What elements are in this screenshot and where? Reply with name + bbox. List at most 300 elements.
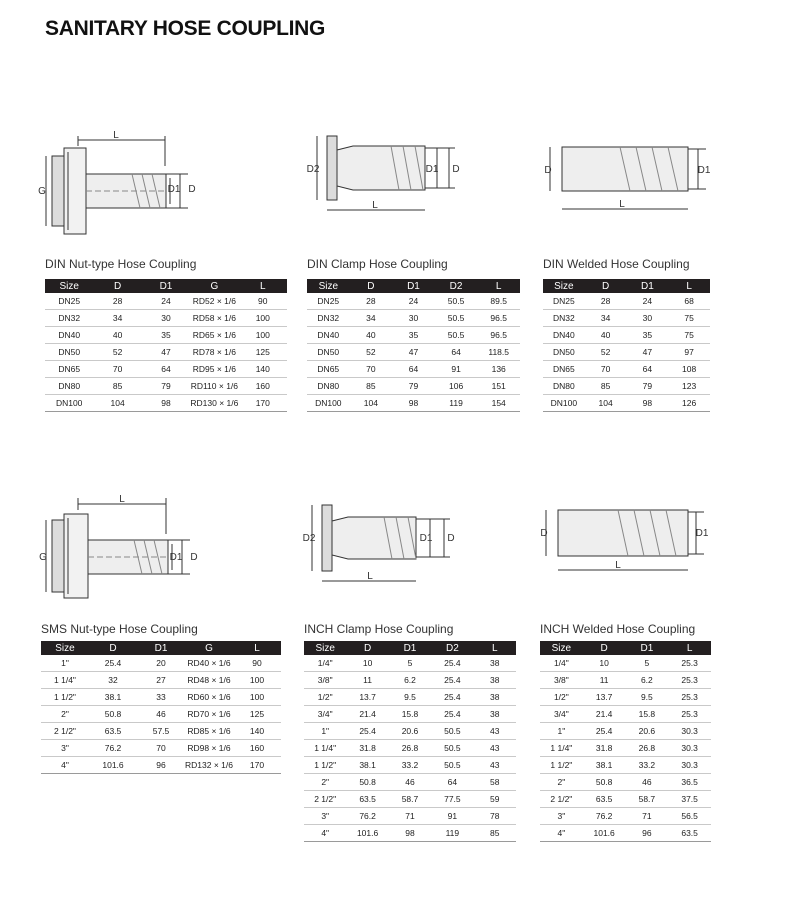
table-cell: 43	[474, 740, 516, 757]
table-row	[540, 706, 711, 723]
table-cell: 100	[239, 327, 287, 344]
table-cell: 4"	[304, 825, 346, 842]
table-cell: 76.2	[346, 808, 388, 825]
table-cell: RD85 × 1/6	[185, 723, 233, 740]
table-cell: 38.1	[346, 757, 388, 774]
table-cell: 52	[93, 344, 141, 361]
table-cell: 70	[93, 361, 141, 378]
dim-d-label: D	[540, 528, 548, 539]
table-cell: 63.5	[668, 825, 711, 842]
table-cell: 28	[585, 293, 627, 310]
table-row	[45, 361, 287, 378]
table-cell: 98	[392, 395, 435, 412]
table-cell: 47	[392, 344, 435, 361]
table-cell: 31.8	[346, 740, 388, 757]
table-cell: 63.5	[346, 791, 388, 808]
table-cell: 10	[346, 655, 388, 672]
table-row	[540, 655, 711, 672]
column-header: Size	[543, 279, 585, 293]
table-cell: 25.4	[431, 672, 473, 689]
table-cell: 30	[142, 310, 190, 327]
table-cell: 101.6	[583, 825, 626, 842]
table-cell: 50.8	[89, 706, 137, 723]
table-cell: RD70 × 1/6	[185, 706, 233, 723]
table-cell: 35	[627, 327, 669, 344]
dim-d1-label: D1	[695, 528, 709, 539]
table-cell: 21.4	[346, 706, 388, 723]
table-cell: 97	[668, 344, 710, 361]
column-header: L	[239, 279, 287, 293]
table-cell: 160	[239, 378, 287, 395]
table-row	[41, 689, 281, 706]
table-cell: DN50	[543, 344, 585, 361]
table-row	[307, 344, 520, 361]
table-row	[543, 361, 710, 378]
table-cell: 50.5	[431, 740, 473, 757]
column-header: L	[233, 641, 281, 655]
table-cell: 63.5	[583, 791, 626, 808]
table-cell: 100	[239, 310, 287, 327]
table-cell: 1 1/4"	[41, 672, 89, 689]
table-cell: 70	[350, 361, 393, 378]
table-cell: 9.5	[626, 689, 669, 706]
column-header: D	[585, 279, 627, 293]
table-cell: 25.4	[431, 706, 473, 723]
table-row	[304, 723, 516, 740]
table-header-row	[307, 279, 520, 293]
page-title: SANITARY HOSE COUPLING	[45, 17, 326, 40]
table-row	[307, 310, 520, 327]
din-welded-diagram	[542, 135, 712, 217]
table-cell: RD60 × 1/6	[185, 689, 233, 706]
dim-g-label: G	[38, 186, 46, 197]
table-cell: 43	[474, 757, 516, 774]
table-cell: 25.3	[668, 706, 711, 723]
inch-welded-caption: INCH Welded Hose Coupling	[540, 622, 696, 636]
table-cell: 52	[585, 344, 627, 361]
table-cell: 1"	[304, 723, 346, 740]
table-cell: 15.8	[626, 706, 669, 723]
table-cell: 100	[233, 672, 281, 689]
table-cell: 59	[474, 791, 516, 808]
table-cell: 2"	[540, 774, 583, 791]
table-cell: 85	[93, 378, 141, 395]
column-header: Size	[307, 279, 350, 293]
table-cell: 33	[137, 689, 185, 706]
table-row	[304, 689, 516, 706]
table-cell: 46	[389, 774, 431, 791]
inch-welded-diagram	[538, 500, 708, 580]
table-row	[543, 293, 710, 310]
table-cell: 77.5	[431, 791, 473, 808]
dim-d-label: D	[452, 164, 460, 175]
table-header-row	[45, 279, 287, 293]
dim-l-label: L	[113, 130, 119, 141]
inch-welded-table	[540, 641, 711, 842]
table-row	[543, 310, 710, 327]
table-cell: 25.4	[89, 655, 137, 672]
table-cell: 20	[137, 655, 185, 672]
table-row	[45, 310, 287, 327]
table-cell: 20.6	[389, 723, 431, 740]
table-cell: 1 1/2"	[540, 757, 583, 774]
table-cell: DN80	[543, 378, 585, 395]
dim-d-label: D	[190, 552, 198, 563]
table-cell: 63.5	[89, 723, 137, 740]
table-cell: 68	[668, 293, 710, 310]
table-cell: 46	[626, 774, 669, 791]
table-cell: 125	[239, 344, 287, 361]
dim-d1-label: D1	[167, 184, 181, 195]
column-header: Size	[41, 641, 89, 655]
table-cell: DN25	[543, 293, 585, 310]
din-clamp-caption: DIN Clamp Hose Coupling	[307, 257, 448, 271]
table-cell: 38.1	[89, 689, 137, 706]
table-cell: DN32	[307, 310, 350, 327]
table-cell: 75	[668, 310, 710, 327]
table-cell: 78	[474, 808, 516, 825]
table-cell: 50.5	[431, 757, 473, 774]
table-cell: 3/8"	[540, 672, 583, 689]
table-cell: 126	[668, 395, 710, 412]
table-cell: 70	[137, 740, 185, 757]
table-cell: 123	[668, 378, 710, 395]
table-cell: 40	[585, 327, 627, 344]
table-cell: 37.5	[668, 791, 711, 808]
column-header: D1	[142, 279, 190, 293]
table-cell: 136	[477, 361, 520, 378]
table-row	[540, 672, 711, 689]
table-row	[540, 689, 711, 706]
table-cell: 118.5	[477, 344, 520, 361]
table-cell: 151	[477, 378, 520, 395]
table-row	[304, 706, 516, 723]
table-cell: 50.5	[435, 293, 478, 310]
table-cell: 89.5	[477, 293, 520, 310]
table-cell: 25.4	[346, 723, 388, 740]
table-cell: 13.7	[346, 689, 388, 706]
table-cell: 1 1/2"	[304, 757, 346, 774]
table-cell: 34	[585, 310, 627, 327]
table-cell: 36.5	[668, 774, 711, 791]
table-cell: 58.7	[389, 791, 431, 808]
table-cell: 101.6	[346, 825, 388, 842]
table-cell: DN25	[307, 293, 350, 310]
table-cell: 57.5	[137, 723, 185, 740]
table-cell: 25.4	[431, 655, 473, 672]
table-cell: DN32	[543, 310, 585, 327]
table-row	[543, 327, 710, 344]
table-cell: 28	[350, 293, 393, 310]
table-cell: 1/2"	[540, 689, 583, 706]
dim-d-label: D	[447, 533, 455, 544]
table-cell: 6.2	[626, 672, 669, 689]
table-row	[540, 774, 711, 791]
table-cell: 96.5	[477, 310, 520, 327]
table-cell: 27	[137, 672, 185, 689]
inch-clamp-diagram	[300, 495, 460, 590]
table-cell: 4"	[540, 825, 583, 842]
table-cell: 1"	[540, 723, 583, 740]
column-header: D2	[435, 279, 478, 293]
table-row	[45, 395, 287, 412]
table-row	[304, 740, 516, 757]
table-cell: DN32	[45, 310, 93, 327]
table-cell: 1 1/4"	[540, 740, 583, 757]
spec-table	[307, 279, 520, 412]
table-cell: 50.8	[583, 774, 626, 791]
table-cell: 30.3	[668, 723, 711, 740]
table-row	[540, 808, 711, 825]
sms-nut-type-diagram	[40, 490, 200, 605]
table-cell: 3/4"	[304, 706, 346, 723]
inch-clamp-table	[304, 641, 516, 842]
table-cell: 38	[474, 672, 516, 689]
table-cell: 2"	[41, 706, 89, 723]
table-cell: 119	[435, 395, 478, 412]
table-cell: 104	[93, 395, 141, 412]
table-header-row	[543, 279, 710, 293]
column-header: D1	[392, 279, 435, 293]
table-cell: RD110 × 1/6	[190, 378, 238, 395]
table-row	[45, 327, 287, 344]
table-cell: RD98 × 1/6	[185, 740, 233, 757]
spec-table	[45, 279, 287, 412]
table-cell: 119	[431, 825, 473, 842]
table-cell: 1/4"	[540, 655, 583, 672]
table-row	[307, 293, 520, 310]
column-header: Size	[45, 279, 93, 293]
table-row	[304, 672, 516, 689]
column-header: D	[350, 279, 393, 293]
table-cell: DN25	[45, 293, 93, 310]
table-row	[540, 825, 711, 842]
table-cell: 6.2	[389, 672, 431, 689]
sms-nut-type-table	[41, 641, 281, 774]
table-cell: 2 1/2"	[304, 791, 346, 808]
table-cell: DN40	[45, 327, 93, 344]
table-cell: 3/8"	[304, 672, 346, 689]
table-cell: 85	[585, 378, 627, 395]
table-cell: RD130 × 1/6	[190, 395, 238, 412]
table-cell: 38	[474, 655, 516, 672]
table-row	[304, 655, 516, 672]
column-header: L	[477, 279, 520, 293]
table-cell: 2 1/2"	[41, 723, 89, 740]
table-cell: 75	[668, 327, 710, 344]
table-cell: 70	[585, 361, 627, 378]
table-cell: DN100	[307, 395, 350, 412]
table-cell: 79	[142, 378, 190, 395]
table-cell: 20.6	[626, 723, 669, 740]
table-cell: 2 1/2"	[540, 791, 583, 808]
table-row	[540, 723, 711, 740]
din-welded-caption: DIN Welded Hose Coupling	[543, 257, 690, 271]
table-cell: 96	[137, 757, 185, 774]
table-cell: 170	[233, 757, 281, 774]
table-cell: 100	[233, 689, 281, 706]
din-welded-table	[543, 279, 710, 412]
table-cell: 64	[435, 344, 478, 361]
table-cell: 5	[626, 655, 669, 672]
table-cell: 11	[346, 672, 388, 689]
table-cell: 50.5	[435, 327, 478, 344]
table-cell: 91	[435, 361, 478, 378]
table-cell: 91	[431, 808, 473, 825]
table-cell: 50.5	[431, 723, 473, 740]
dim-d2-label: D2	[302, 533, 316, 544]
dim-d1-label: D1	[425, 164, 439, 175]
din-clamp-table	[307, 279, 520, 412]
table-row	[304, 825, 516, 842]
table-cell: 40	[93, 327, 141, 344]
table-cell: 160	[233, 740, 281, 757]
table-cell: 98	[142, 395, 190, 412]
dim-g-label: G	[39, 552, 47, 563]
column-header: Size	[304, 641, 346, 655]
table-cell: 1/2"	[304, 689, 346, 706]
table-cell: DN50	[307, 344, 350, 361]
table-row	[45, 344, 287, 361]
table-cell: 28	[93, 293, 141, 310]
table-cell: DN100	[543, 395, 585, 412]
table-cell: 3"	[41, 740, 89, 757]
table-cell: 15.8	[389, 706, 431, 723]
table-cell: 108	[668, 361, 710, 378]
table-row	[304, 757, 516, 774]
table-cell: 46	[137, 706, 185, 723]
table-cell: DN100	[45, 395, 93, 412]
spec-table	[543, 279, 710, 412]
column-header: D1	[389, 641, 431, 655]
table-cell: 33.2	[626, 757, 669, 774]
table-cell: 33.2	[389, 757, 431, 774]
table-cell: 104	[585, 395, 627, 412]
table-row	[543, 378, 710, 395]
table-row	[304, 774, 516, 791]
table-row	[41, 723, 281, 740]
table-row	[307, 378, 520, 395]
column-header: D1	[626, 641, 669, 655]
table-cell: 35	[392, 327, 435, 344]
dim-d-label: D	[188, 184, 196, 195]
column-header: D2	[431, 641, 473, 655]
table-cell: 40	[350, 327, 393, 344]
table-cell: 71	[389, 808, 431, 825]
dim-l-label: L	[367, 571, 373, 582]
dim-l-label: L	[615, 560, 621, 571]
table-cell: RD40 × 1/6	[185, 655, 233, 672]
table-cell: 9.5	[389, 689, 431, 706]
table-row	[540, 740, 711, 757]
table-cell: 10	[583, 655, 626, 672]
table-cell: 25.4	[583, 723, 626, 740]
table-cell: 170	[239, 395, 287, 412]
table-cell: 5	[389, 655, 431, 672]
spec-table	[41, 641, 281, 774]
table-row	[540, 757, 711, 774]
table-cell: 98	[627, 395, 669, 412]
table-cell: 2"	[304, 774, 346, 791]
table-cell: DN40	[543, 327, 585, 344]
table-cell: 34	[350, 310, 393, 327]
table-row	[41, 672, 281, 689]
table-cell: 64	[431, 774, 473, 791]
din-nut-type-diagram	[40, 128, 200, 238]
table-cell: DN50	[45, 344, 93, 361]
table-cell: 24	[142, 293, 190, 310]
table-row	[307, 395, 520, 412]
table-cell: 4"	[41, 757, 89, 774]
column-header: D	[583, 641, 626, 655]
table-cell: 79	[392, 378, 435, 395]
table-row	[45, 293, 287, 310]
inch-clamp-caption: INCH Clamp Hose Coupling	[304, 622, 454, 636]
table-cell: 35	[142, 327, 190, 344]
table-cell: 1 1/4"	[304, 740, 346, 757]
table-cell: 76.2	[583, 808, 626, 825]
dim-d1-label: D1	[697, 165, 711, 176]
table-cell: DN65	[307, 361, 350, 378]
table-cell: 30	[392, 310, 435, 327]
table-cell: 11	[583, 672, 626, 689]
table-cell: 64	[627, 361, 669, 378]
table-cell: DN40	[307, 327, 350, 344]
column-header: D1	[137, 641, 185, 655]
din-nut-type-caption: DIN Nut-type Hose Coupling	[45, 257, 197, 271]
table-cell: 47	[142, 344, 190, 361]
din-clamp-diagram	[305, 128, 465, 218]
table-header-row	[540, 641, 711, 655]
table-header-row	[304, 641, 516, 655]
table-cell: 3"	[540, 808, 583, 825]
table-cell: 50.5	[435, 310, 478, 327]
table-cell: 31.8	[583, 740, 626, 757]
table-row	[41, 655, 281, 672]
table-cell: RD48 × 1/6	[185, 672, 233, 689]
table-row	[543, 395, 710, 412]
table-cell: 52	[350, 344, 393, 361]
table-cell: RD132 × 1/6	[185, 757, 233, 774]
column-header: D	[346, 641, 388, 655]
table-cell: 47	[627, 344, 669, 361]
dim-d1-label: D1	[419, 533, 433, 544]
table-cell: 58	[474, 774, 516, 791]
table-cell: 85	[350, 378, 393, 395]
table-cell: 21.4	[583, 706, 626, 723]
table-cell: 26.8	[626, 740, 669, 757]
table-cell: RD58 × 1/6	[190, 310, 238, 327]
table-cell: 96.5	[477, 327, 520, 344]
table-cell: DN80	[45, 378, 93, 395]
table-cell: DN65	[45, 361, 93, 378]
table-cell: 24	[392, 293, 435, 310]
table-cell: 43	[474, 723, 516, 740]
table-cell: 1/4"	[304, 655, 346, 672]
table-cell: 38	[474, 706, 516, 723]
table-cell: 125	[233, 706, 281, 723]
table-row	[41, 706, 281, 723]
sms-nut-type-caption: SMS Nut-type Hose Coupling	[41, 622, 198, 636]
column-header: D	[93, 279, 141, 293]
table-cell: RD65 × 1/6	[190, 327, 238, 344]
column-header: Size	[540, 641, 583, 655]
table-cell: 24	[627, 293, 669, 310]
table-header-row	[41, 641, 281, 655]
table-cell: 56.5	[668, 808, 711, 825]
column-header: D1	[627, 279, 669, 293]
table-cell: 38.1	[583, 757, 626, 774]
